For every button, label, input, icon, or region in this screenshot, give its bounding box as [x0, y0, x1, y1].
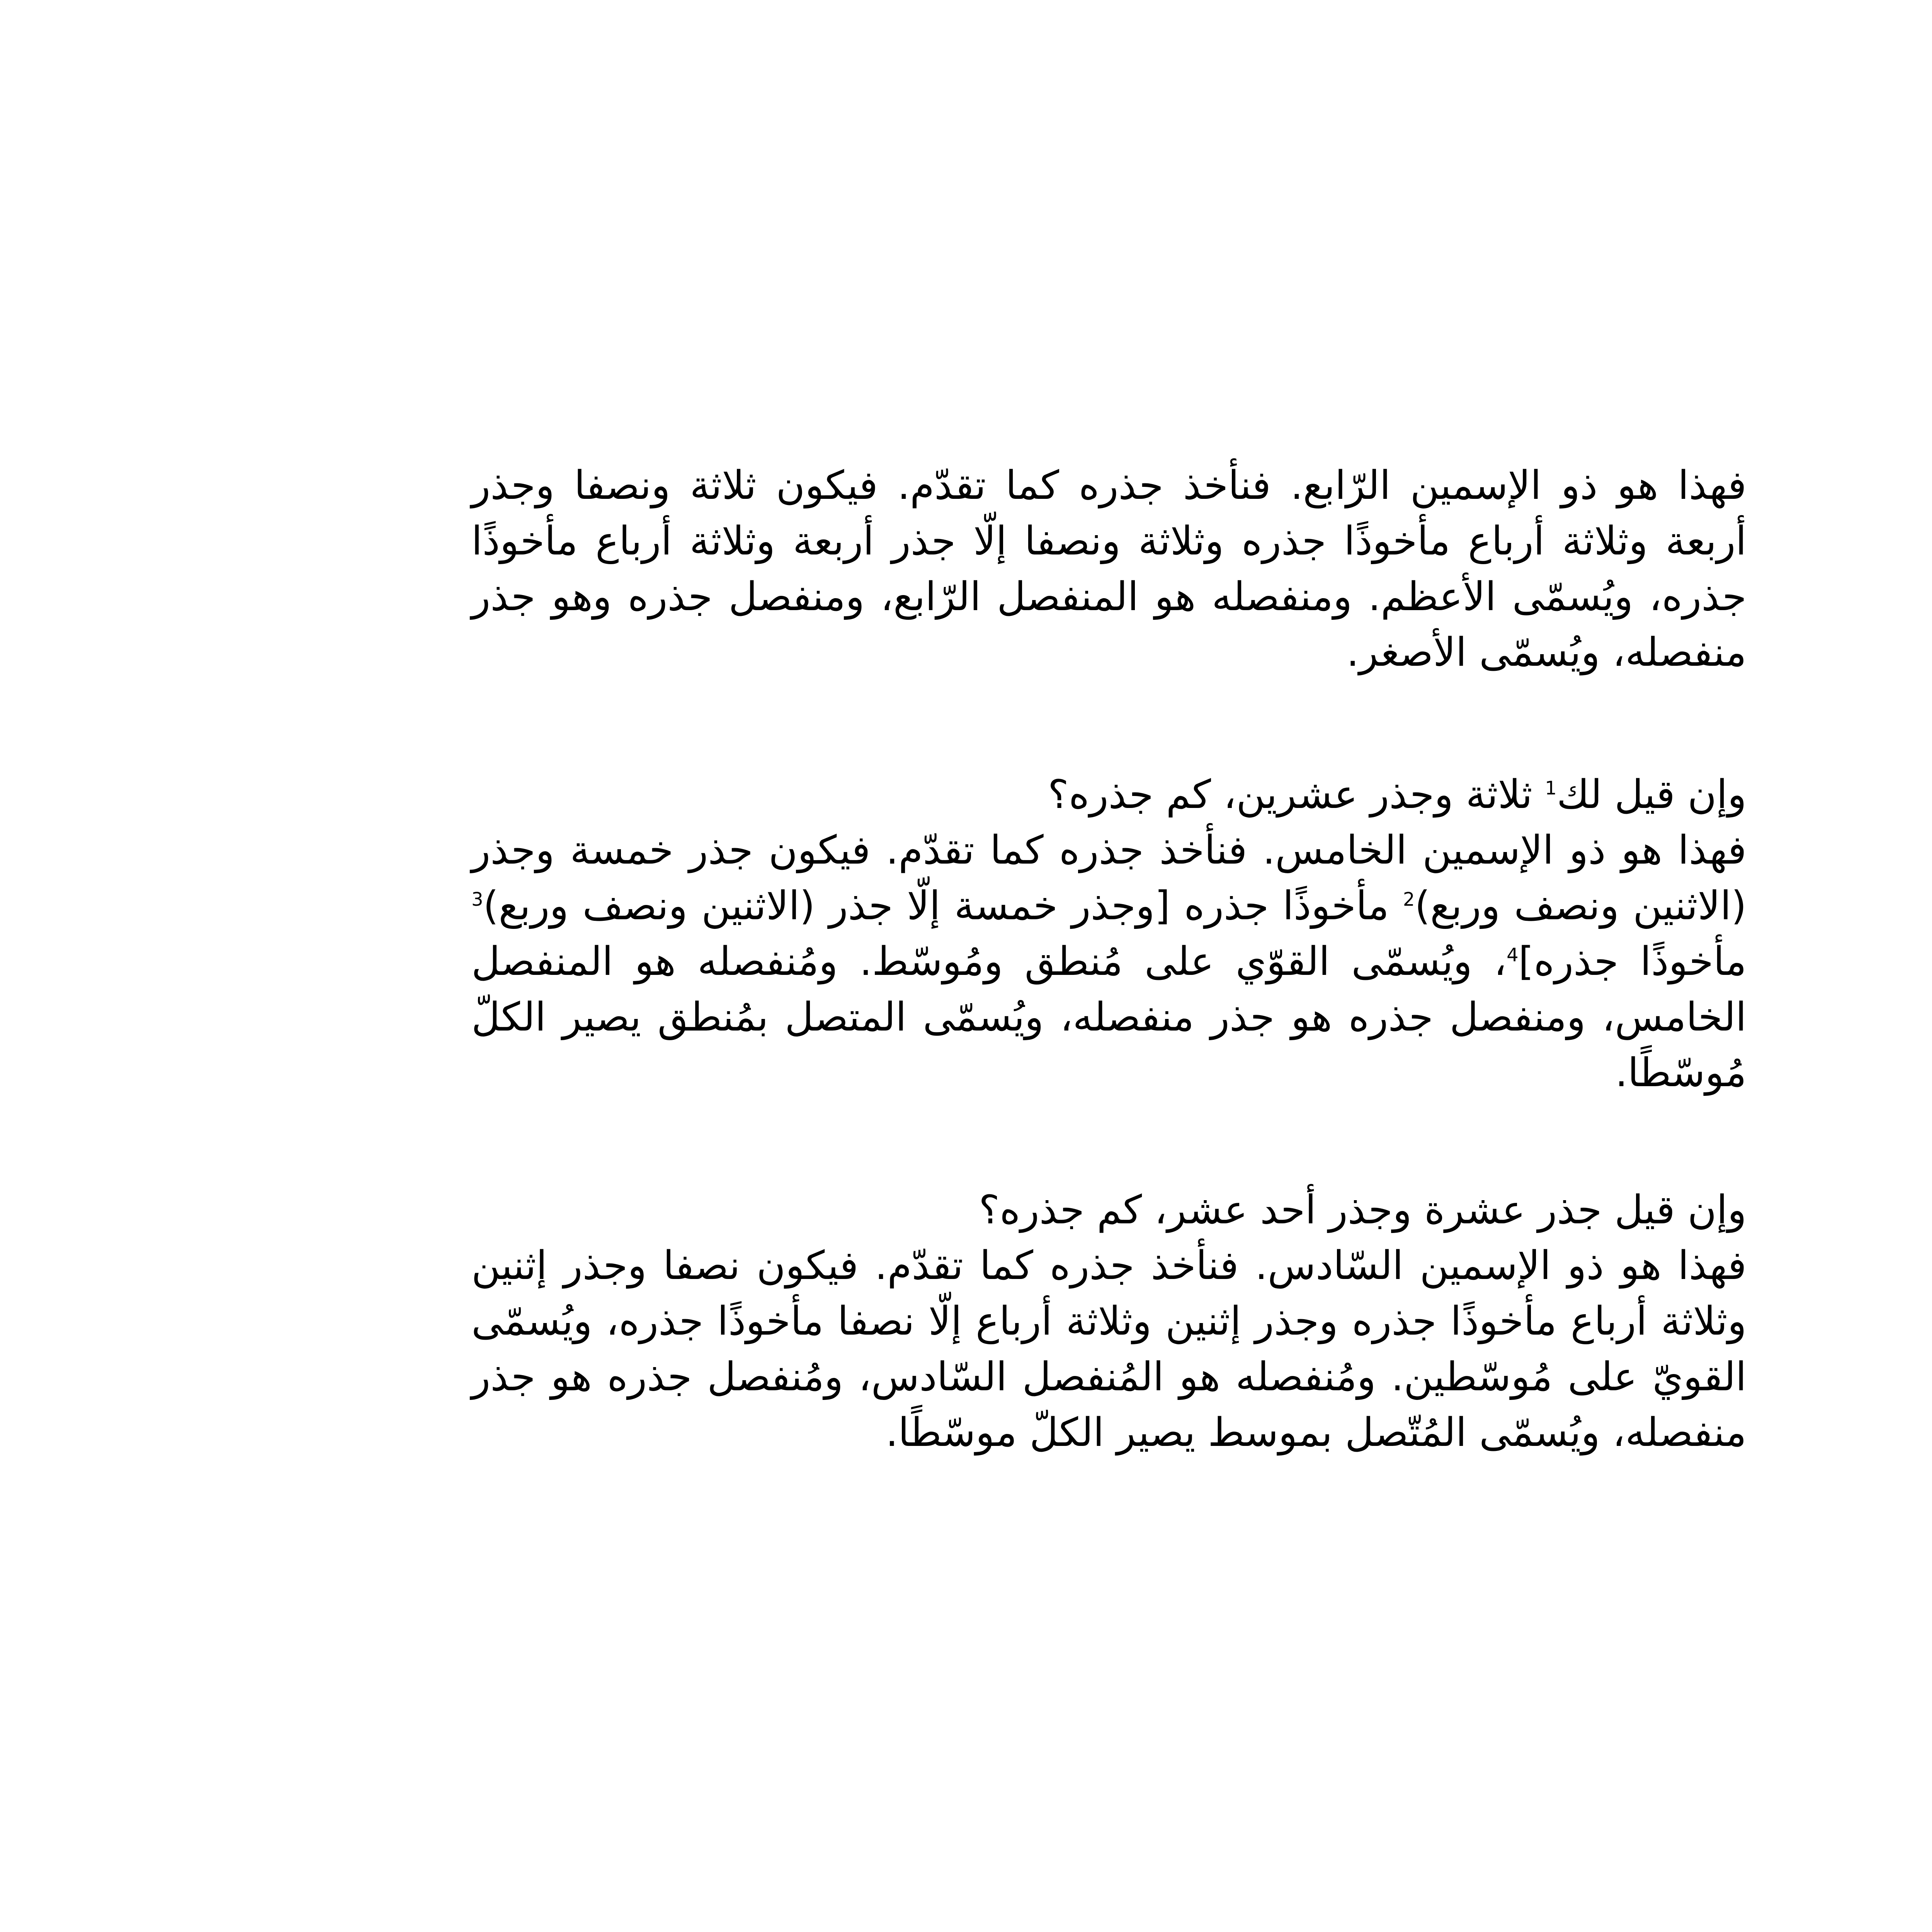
question-text	[471, 767, 1747, 823]
paragraph-text-part: مأخوذًا جذره]	[1518, 939, 1747, 985]
footnote-reference: 3	[471, 889, 483, 910]
paragraph-fourth-binomial	[471, 458, 1747, 680]
section-sixth-binomial	[471, 1182, 1747, 1461]
section-fifth-binomial	[471, 767, 1747, 1101]
paragraph-text: فهذا هو ذو الإسمين السّادس. فنأخذ جذره كما تقدّم. فيكون نصفا وجذر إثنين وثلاثة أرباع مأخوذًا جذره وجذر إثنين وثلاثة أرباع إلّا نصفا مأخوذًا جذره، ويُسمّى القويّ على مُوسّطين. ومُنفصله هو المُنفصل السّادس، ومُنفصل جذره هو جذر منفصله، ويُسمّى المُتّصل بموسط يصير الكلّ موسّطًا.	[471, 1243, 1747, 1456]
paragraph-text-part: مأخوذًا جذره [وجذر خمسة إلّا جذر (الاثنين ونصف وربع)	[483, 883, 1403, 929]
paragraph-text	[471, 823, 1747, 1101]
paragraph-text-part: فهذا هو ذو الإسمين الخامس. فنأخذ جذره كما تقدّم. فيكون جذر خمسة وجذر (الاثنين ونصف وربع)	[471, 827, 1747, 929]
footnote-reference: 4	[1507, 944, 1519, 966]
paragraph-text: فهذا هو ذو الإسمين الرّابع. فنأخذ جذره كما تقدّم. فيكون ثلاثة ونصفا وجذر أربعة وثلاثة أرباع مأخوذًا جذره وثلاثة ونصفا إلّا جذر أربعة وثلاثة أرباع مأخوذًا جذره، ويُسمّى الأعظم. ومنفصله هو المنفصل الرّابع، ومنفصل جذره وهو جذر منفصله، ويُسمّى الأصغر.	[471, 463, 1747, 675]
paragraph-text-part: ، ويُسمّى القوّي على مُنطق ومُوسّط. ومُنفصله هو المنفصل الخامس، ومنفصل جذره هو جذر منفصله، ويُسمّى المتصل بمُنطق يصير الكلّ مُوسّطًا.	[471, 939, 1747, 1096]
question-text: وإن قيل جذر عشرة وجذر أحد عشر، كم جذره؟	[978, 1187, 1747, 1233]
footnote-reference: 1	[1545, 777, 1557, 799]
footnote-reference: 2	[1403, 889, 1415, 910]
question-text-part: ثلاثة وجذر عشرين، كم جذره؟	[1048, 772, 1545, 818]
question-text-part: وإن قيل لك	[1556, 772, 1747, 818]
